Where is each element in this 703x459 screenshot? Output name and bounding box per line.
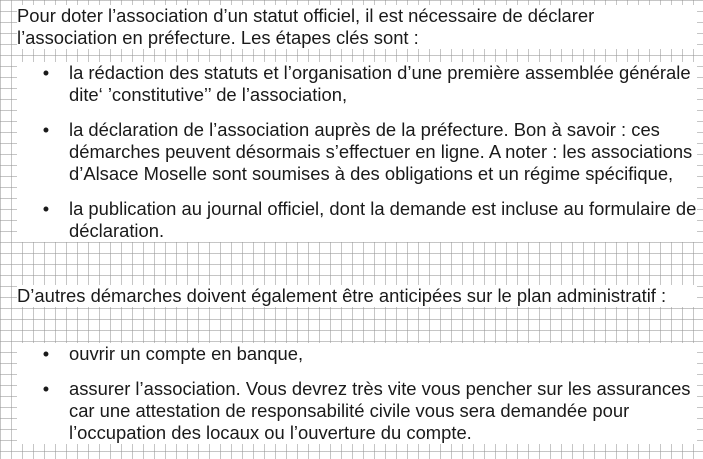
bullet-icon: • [42, 62, 50, 83]
registration-steps-list [17, 62, 697, 242]
list-item [17, 343, 697, 365]
registration-steps-list-block [17, 62, 697, 242]
list-item-text: ouvrir un compte en banque, [69, 343, 304, 364]
list-item-text: la rédaction des statuts et l’organisation d’une première assemblée générale dite‘ ’constitutive’’ de l’association, [69, 62, 691, 105]
intro-paragraph: Pour doter l’association d’un statut officiel, il est nécessaire de déclarer l’association en préfecture. Les étapes clés sont : [17, 5, 595, 48]
admin-paragraph-block [17, 285, 697, 307]
bullet-icon: • [42, 378, 50, 399]
admin-steps-list [17, 343, 697, 444]
admin-steps-list-block [17, 343, 697, 444]
admin-paragraph: D’autres démarches doivent également être anticipées sur le plan administratif : [17, 285, 667, 306]
list-item [17, 378, 697, 444]
list-item-text: la déclaration de l’association auprès de la préfecture. Bon à savoir : ces démarches peuvent désormais s’effectuer en ligne. A noter : les associations d’Alsace Moselle sont soumises à des obligations et un régime spécifique, [69, 119, 693, 184]
list-item-text: la publication au journal officiel, dont la demande est incluse au formulaire de déclaration. [69, 198, 697, 241]
list-item [17, 62, 697, 106]
list-item [17, 198, 697, 242]
intro-paragraph-block [17, 5, 697, 49]
bullet-icon: • [42, 198, 50, 219]
bullet-icon: • [42, 343, 50, 364]
bullet-icon: • [42, 119, 50, 140]
list-item [17, 119, 697, 185]
list-item-text: assurer l’association. Vous devrez très vite vous pencher sur les assurances car une attestation de responsabilité civile vous sera demandée pour l’occupation des locaux ou l’ouverture du compte. [69, 378, 691, 443]
